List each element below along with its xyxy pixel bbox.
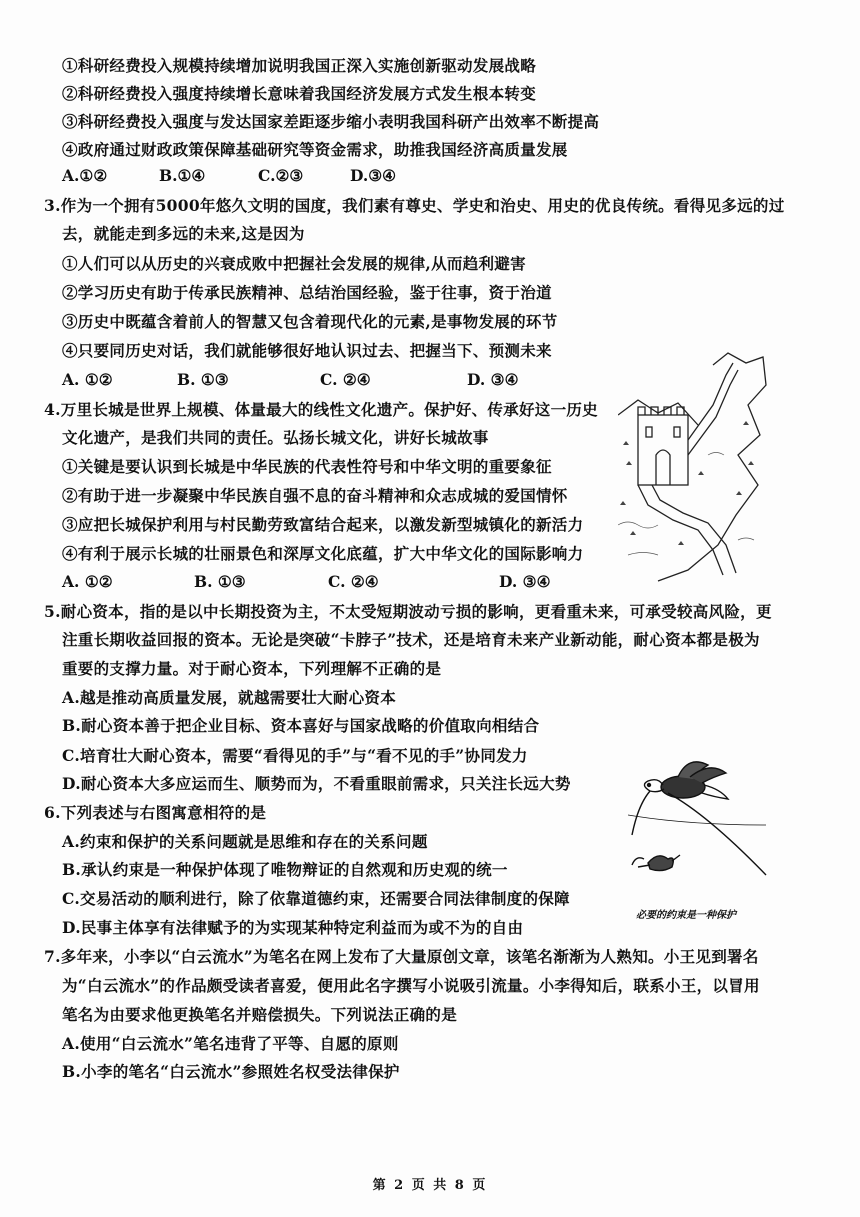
q7-stem-line-1: 7.多年来，小李以“白云流水”为笔名在网上发布了大量原创文章，该笔名渐渐为人熟知。小王见到署名: [44, 947, 759, 966]
q3-stem-line-1: 3.作为一个拥有5000年悠久文明的国度，我们素有尊史、学史和治史、用史的优良传统。看得见多远的过: [44, 196, 785, 215]
q3-option-a[interactable]: A. ①②: [62, 370, 113, 389]
q2-option-d[interactable]: D.③④: [350, 166, 397, 185]
q3-stem-line-2: 去，就能走到多远的未来,这是因为: [62, 224, 305, 243]
q6-stem: 6.下列表述与右图寓意相符的是: [44, 803, 267, 822]
q4-option-b[interactable]: B. ①③: [194, 572, 246, 591]
q7-stem-line-3: 笔名为由要求他更换笔名并赔偿损失。下列说法正确的是: [62, 1005, 458, 1024]
q5-stem-line-2: 注重长期收益回报的资本。无论是突破“卡脖子”技术，还是培育未来产业新动能，耐心资本都是极为: [62, 630, 760, 649]
q4-stem-line-1: 4.万里长城是世界上规模、体量最大的线性文化遗产。保护好、传承好这一历史: [44, 400, 598, 419]
q4-options: [62, 572, 562, 592]
q5-option-c[interactable]: C.培育壮大耐心资本，需要“看得见的手”与“看不见的手”协同发力: [62, 746, 528, 765]
q6-option-a[interactable]: A.约束和保护的关系问题就是思维和存在的关系问题: [62, 832, 428, 851]
q7-option-b[interactable]: B.小李的笔名“白云流水”参照姓名权受法律保护: [62, 1062, 400, 1081]
kite-cartoon-illustration: [628, 755, 768, 895]
q5-option-a[interactable]: A.越是推动高质量发展，就越需要壮大耐心资本: [62, 688, 397, 707]
q2-statement-3: ③科研经费投入强度与发达国家差距逐步缩小表明我国科研产出效率不断提高: [62, 112, 600, 131]
q2-option-a[interactable]: A.①②: [62, 166, 108, 185]
q4-statement-2: ②有助于进一步凝聚中华民族自强不息的奋斗精神和众志成城的爱国情怀: [62, 486, 568, 505]
q5-stem-line-3: 重要的支撑力量。对于耐心资本，下列理解不正确的是: [62, 659, 442, 678]
q2-statement-2: ②科研经费投入强度持续增长意味着我国经济发展方式发生根本转变: [62, 84, 537, 103]
q4-option-d[interactable]: D. ③④: [499, 572, 551, 591]
q4-statement-3: ③应把长城保护利用与村民勤劳致富结合起来，以激发新型城镇化的新活力: [62, 515, 584, 534]
q2-statement-4: ④政府通过财政政策保障基础研究等资金需求，助推我国经济高质量发展: [62, 140, 568, 159]
q4-statement-1: ①关键是要认识到长城是中华民族的代表性符号和中华文明的重要象征: [62, 457, 552, 476]
q6-option-b[interactable]: B.承认约束是一种保护体现了唯物辩证的自然观和历史观的统一: [62, 860, 508, 879]
q2-statement-1: ①科研经费投入规模持续增加说明我国正深入实施创新驱动发展战略: [62, 56, 537, 75]
q2-option-c[interactable]: C.②③: [258, 166, 304, 185]
q3-statement-3: ③历史中既蕴含着前人的智慧又包含着现代化的元素,是事物发展的环节: [62, 312, 558, 331]
q3-statement-1: ①人们可以从历史的兴衰成败中把握社会发展的规律,从而趋利避害: [62, 254, 526, 273]
cartoon-caption: 必要的约束是一种保护: [636, 910, 736, 921]
q4-option-a[interactable]: A. ①②: [62, 572, 113, 591]
q6-option-c[interactable]: C.交易活动的顺利进行，除了依靠道德约束，还需要合同法律制度的保障: [62, 889, 570, 908]
q3-statement-4: ④只要同历史对话，我们就能够很好地认识过去、把握当下、预测未来: [62, 341, 552, 360]
q7-option-a[interactable]: A.使用“白云流水”笔名违背了平等、自愿的原则: [62, 1034, 399, 1053]
q3-option-b[interactable]: B. ①③: [177, 370, 229, 389]
q4-statement-4: ④有利于展示长城的壮丽景色和深厚文化底蕴，扩大中华文化的国际影响力: [62, 544, 584, 563]
q4-stem-line-2: 文化遗产，是我们共同的责任。弘扬长城文化，讲好长城故事: [62, 428, 489, 447]
q3-option-d[interactable]: D. ③④: [467, 370, 519, 389]
q5-option-d[interactable]: D.耐心资本大多应运而生、顺势而为，不看重眼前需求，只关注长远大势: [62, 774, 571, 793]
q5-option-b[interactable]: B.耐心资本善于把企业目标、资本喜好与国家战略的价值取向相结合: [62, 716, 540, 735]
q5-stem-line-1: 5.耐心资本，指的是以中长期投资为主，不太受短期波动亏损的影响，更看重未来，可承受较高风险，更: [44, 602, 772, 621]
q2-option-b[interactable]: B.①④: [159, 166, 206, 185]
q7-stem-line-2: 为“白云流水”的作品颇受读者喜爱，便用此名字撰写小说吸引流量。小李得知后，联系小王，以冒用: [62, 976, 760, 995]
q4-option-c[interactable]: C. ②④: [328, 572, 379, 591]
q2-options: [62, 166, 462, 186]
q3-statement-2: ②学习历史有助于传承民族精神、总结治国经验，鉴于往事，资于治道: [62, 283, 552, 302]
q3-option-c[interactable]: C. ②④: [320, 370, 371, 389]
great-wall-illustration: [618, 345, 768, 583]
page-footer: 第 2 页 共 8 页: [372, 1178, 488, 1193]
q6-option-d[interactable]: D.民事主体享有法律赋予的为实现某种特定利益而为或不为的自由: [62, 918, 524, 937]
q3-options: [62, 370, 542, 390]
